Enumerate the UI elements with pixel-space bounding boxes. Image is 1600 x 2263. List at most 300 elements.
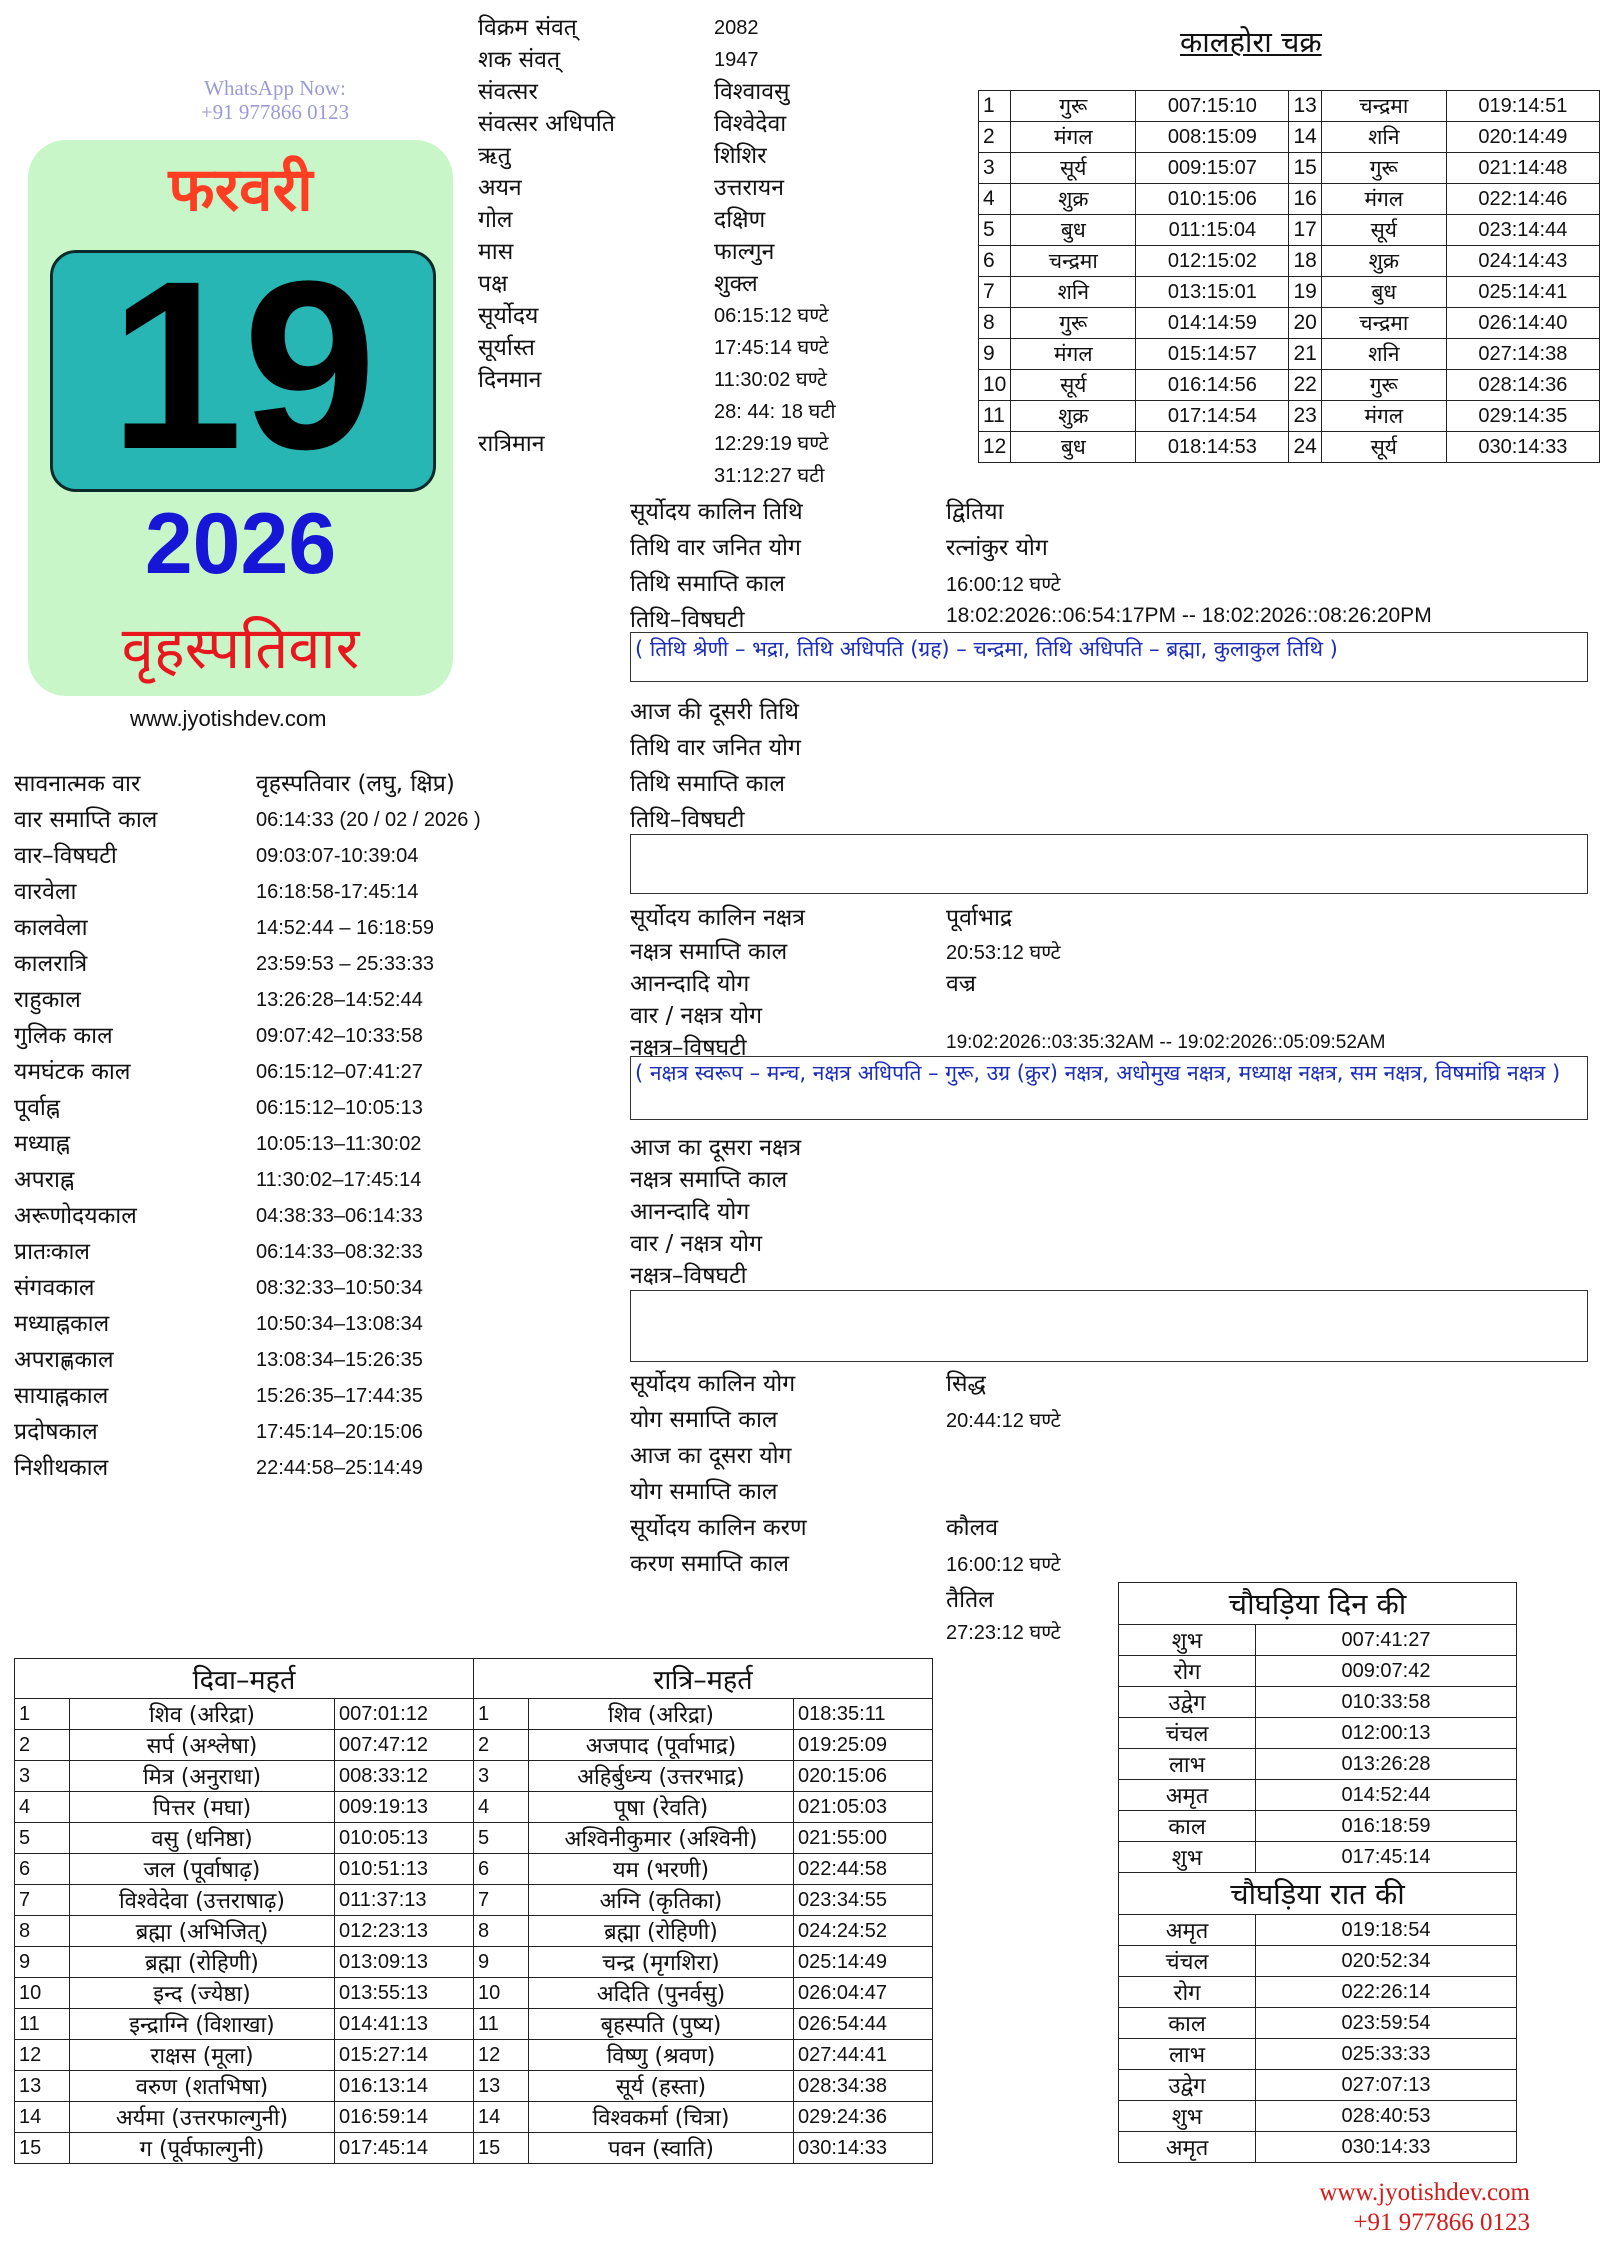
tithi-note-box	[630, 632, 1588, 682]
muhurta-time: 029:24:36	[794, 2102, 933, 2133]
choghadiya-night-row	[1119, 2132, 1517, 2163]
header-value: 28: 44: 18 घटी	[714, 401, 836, 423]
header-key: विक्रम संवत्	[478, 15, 577, 41]
muhurta-num: 9	[15, 1947, 70, 1978]
muhurta-num: 1	[15, 1699, 70, 1730]
muhurta-name: विश्वेदेवा (उत्तराषाढ़)	[70, 1885, 335, 1916]
kalhora-row	[979, 122, 1600, 153]
header-key: सूर्योदय	[478, 303, 539, 329]
vaar-detail-key: सावनात्मक वार	[14, 771, 141, 797]
header-value: 12:29:19 घण्टे	[714, 433, 829, 455]
header-value: 2082	[714, 17, 759, 39]
vaar-detail-key: निशीथकाल	[14, 1455, 109, 1481]
muhurta-time: 017:45:14	[335, 2133, 474, 2164]
kalhora-planet: गुरू	[1321, 153, 1446, 184]
choghadiya-time: 022:26:14	[1256, 1977, 1517, 2008]
vaar-detail-value: 13:08:34–15:26:35	[256, 1349, 423, 1371]
header-value: शिशिर	[714, 143, 767, 169]
choghadiya-name: काल	[1119, 2008, 1256, 2039]
header-key: शक संवत्	[478, 47, 561, 73]
choghadiya-time: 027:07:13	[1256, 2070, 1517, 2101]
muhurta-time: 018:35:11	[794, 1699, 933, 1730]
kalhora-planet: मंगल	[1011, 122, 1136, 153]
muhurta-time: 019:25:09	[794, 1730, 933, 1761]
muhurta-num: 14	[15, 2102, 70, 2133]
footer-contact	[1319, 2178, 1530, 2238]
muhurta-row	[15, 2040, 933, 2071]
tithi-value-2: रत्नांकुर योग	[946, 535, 1048, 561]
vaar-detail-key: प्रदोषकाल	[14, 1419, 98, 1445]
muhurta-name: यम (भरणी)	[529, 1854, 794, 1885]
nak-value-3: वज्र	[946, 971, 976, 997]
tithi-value-3: 16:00:12 घण्टे	[946, 574, 1061, 596]
karana-value-1: कौलव	[946, 1515, 999, 1541]
choghadiya-table	[1118, 1582, 1517, 2163]
year: 2026	[144, 496, 337, 592]
kalhora-num: 8	[979, 308, 1011, 339]
kalhora-table	[978, 90, 1600, 463]
nak2-label-5: नक्षत्र–विषघटी	[630, 1263, 747, 1289]
nak2-label-3: आनन्दादि योग	[630, 1199, 750, 1225]
kalhora-num: 1	[979, 91, 1011, 122]
kalhora-time: 014:14:59	[1136, 308, 1289, 339]
muhurta-num: 12	[474, 2040, 529, 2071]
muhurta-time: 028:34:38	[794, 2071, 933, 2102]
kalhora-planet: शनि	[1321, 122, 1446, 153]
muhurta-time: 009:19:13	[335, 1792, 474, 1823]
nak-vishghati: 19:02:2026::03:35:32AM -- 19:02:2026::05:09:52AM	[946, 1032, 1386, 1053]
yoga-label-2: योग समाप्ति काल	[630, 1407, 778, 1433]
muhurta-num: 14	[474, 2102, 529, 2133]
muhurta-name: विश्वकर्मा (चित्रा)	[529, 2102, 794, 2133]
choghadiya-name: उद्वेग	[1119, 2070, 1256, 2101]
tithi-vishghati: 18:02:2026::06:54:17PM -- 18:02:2026::08:26:20PM	[946, 604, 1432, 627]
muhurta-name: शिव (अरिद्रा)	[70, 1699, 335, 1730]
choghadiya-name: अमृत	[1119, 1915, 1256, 1946]
kalhora-time: 008:15:09	[1136, 122, 1289, 153]
header-value: शुक्ल	[714, 271, 758, 297]
choghadiya-time: 012:00:13	[1256, 1718, 1517, 1749]
vaar-detail-value: 23:59:53 – 25:33:33	[256, 953, 434, 975]
muhurta-row	[15, 2133, 933, 2164]
vaar-detail-key: मध्याह्नकाल	[14, 1311, 110, 1337]
vaar-detail-key: कालरात्रि	[14, 951, 88, 977]
kalhora-time: 012:15:02	[1136, 246, 1289, 277]
choghadiya-time: 017:45:14	[1256, 1842, 1517, 1873]
vaar-detail-value: 11:30:02–17:45:14	[256, 1169, 422, 1191]
header-value: दक्षिण	[714, 207, 766, 233]
header-key: दिनमान	[478, 367, 542, 393]
vaar-detail-key: सायाह्नकाल	[14, 1383, 109, 1409]
muhurta-num: 10	[15, 1978, 70, 2009]
muhurta-num: 15	[15, 2133, 70, 2164]
vaar-detail-value: वृहस्पतिवार (लघु, क्षिप्र)	[256, 771, 455, 797]
kalhora-time: 030:14:33	[1446, 432, 1599, 463]
kalhora-time: 022:14:46	[1446, 184, 1599, 215]
vaar-detail-key: यमघंटक काल	[14, 1059, 131, 1085]
muhurta-name: अर्यमा (उत्तरफाल्गुनी)	[70, 2102, 335, 2133]
choghadiya-name: लाभ	[1119, 2039, 1256, 2070]
muhurta-num: 10	[474, 1978, 529, 2009]
kalhora-planet: बुध	[1321, 277, 1446, 308]
muhurta-num: 11	[474, 2009, 529, 2040]
muhurta-row	[15, 1947, 933, 1978]
choghadiya-night-row	[1119, 2070, 1517, 2101]
kalhora-num: 20	[1289, 308, 1321, 339]
yoga-value-1: सिद्ध	[946, 1371, 986, 1397]
choghadiya-name: अमृत	[1119, 1780, 1256, 1811]
yoga-label-4: योग समाप्ति काल	[630, 1479, 778, 1505]
tithi-label-4: तिथि–विषघटी	[630, 607, 745, 633]
day-number: 19	[109, 231, 377, 499]
muhurta-time: 013:55:13	[335, 1978, 474, 2009]
muhurta-time: 010:51:13	[335, 1854, 474, 1885]
kalhora-row	[979, 401, 1600, 432]
vaar-detail-value: 10:50:34–13:08:34	[256, 1313, 423, 1335]
choghadiya-night-title: चौघड़िया रात की	[1119, 1873, 1517, 1915]
vaar-detail-key: कालवेला	[14, 915, 88, 941]
day-box	[50, 231, 436, 499]
kalhora-num: 18	[1289, 246, 1321, 277]
header-value: 1947	[714, 49, 759, 71]
footer-website-link[interactable]: www.jyotishdev.com	[1319, 2179, 1530, 2206]
muhurta-name: अहिर्बुध्न्य (उत्तरभाद्र)	[529, 1761, 794, 1792]
tithi2-label-1: आज की दूसरी तिथि	[630, 699, 799, 725]
kalhora-planet: सूर्य	[1321, 432, 1446, 463]
tithi-label-1: सूर्योदय कालिन तिथि	[630, 499, 803, 525]
kalhora-planet: सूर्य	[1011, 370, 1136, 401]
kalhora-planet: गुरू	[1321, 370, 1446, 401]
muhurta-time: 011:37:13	[335, 1885, 474, 1916]
kalhora-num: 23	[1289, 401, 1321, 432]
vaar-detail-key: पूर्वाह्न	[14, 1095, 61, 1121]
vaar-detail-key: अपराह्णकाल	[14, 1347, 114, 1373]
kalhora-num: 2	[979, 122, 1011, 153]
muhurta-time: 012:23:13	[335, 1916, 474, 1947]
muhurta-time: 020:15:06	[794, 1761, 933, 1792]
kalhora-time: 019:14:51	[1446, 91, 1599, 122]
kalhora-planet: सूर्य	[1011, 153, 1136, 184]
kalhora-planet: मंगल	[1321, 401, 1446, 432]
kalhora-planet: शुक्र	[1321, 246, 1446, 277]
kalhora-num: 3	[979, 153, 1011, 184]
vaar-detail-value: 16:18:58-17:45:14	[256, 881, 419, 903]
kalhora-num: 14	[1289, 122, 1321, 153]
header-value: 06:15:12 घण्टे	[714, 305, 829, 327]
muhurta-num: 13	[15, 2071, 70, 2102]
choghadiya-day-row	[1119, 1811, 1517, 1842]
nak2-label-1: आज का दूसरा नक्षत्र	[630, 1135, 802, 1161]
muhurta-name: पवन (स्वाति)	[529, 2133, 794, 2164]
kalhora-planet: गुरू	[1011, 91, 1136, 122]
kalhora-planet: मंगल	[1321, 184, 1446, 215]
day-muhurta-title: दिवा–महर्त	[15, 1659, 474, 1699]
kalhora-num: 22	[1289, 370, 1321, 401]
muhurta-time: 014:41:13	[335, 2009, 474, 2040]
muhurta-name: सर्प (अश्लेषा)	[70, 1730, 335, 1761]
muhurta-time: 015:27:14	[335, 2040, 474, 2071]
muhurta-name: ब्रह्मा (रोहिणी)	[70, 1947, 335, 1978]
header-key: संवत्सर अधिपति	[478, 111, 615, 137]
choghadiya-name: उद्वेग	[1119, 1687, 1256, 1718]
karana-value-4: 27:23:12 घण्टे	[946, 1622, 1061, 1644]
vaar-detail-key: राहुकाल	[14, 987, 81, 1013]
kalhora-num: 7	[979, 277, 1011, 308]
vaar-detail-key: गुलिक काल	[14, 1023, 113, 1049]
muhurta-row	[15, 1761, 933, 1792]
header-value: 11:30:02 घण्टे	[714, 369, 828, 391]
kalhora-time: 007:15:10	[1136, 91, 1289, 122]
muhurta-name: अदिति (पुनर्वसु)	[529, 1978, 794, 2009]
muhurta-row	[15, 1885, 933, 1916]
kalhora-row	[979, 153, 1600, 184]
muhurta-name: अजपाद (पूर्वाभाद्र)	[529, 1730, 794, 1761]
choghadiya-time: 007:41:27	[1256, 1625, 1517, 1656]
kalhora-time: 017:14:54	[1136, 401, 1289, 432]
muhurta-name: सूर्य (हस्ता)	[529, 2071, 794, 2102]
kalhora-num: 24	[1289, 432, 1321, 463]
kalhora-planet: शुक्र	[1011, 184, 1136, 215]
header-value: विश्वावसु	[714, 79, 790, 105]
nak-label-1: सूर्योदय कालिन नक्षत्र	[630, 905, 805, 931]
karana-value-3: तैतिल	[946, 1587, 994, 1613]
kalhora-title: कालहोरा चक्र	[1180, 25, 1322, 59]
muhurta-name: बृहस्पति (पुष्य)	[529, 2009, 794, 2040]
nak-label-4: वार / नक्षत्र योग	[630, 1003, 763, 1029]
vaar-detail-value: 06:15:12–07:41:27	[256, 1061, 423, 1083]
karana-value-2: 16:00:12 घण्टे	[946, 1554, 1061, 1576]
muhurta-num: 8	[474, 1916, 529, 1947]
vaar-detail-key: मध्याह्न	[14, 1131, 71, 1157]
muhurta-num: 3	[15, 1761, 70, 1792]
vaar-detail-value: 10:05:13–11:30:02	[256, 1133, 422, 1155]
vaar-detail-value: 06:15:12–10:05:13	[256, 1097, 423, 1119]
choghadiya-time: 028:40:53	[1256, 2101, 1517, 2132]
vaar-detail-value: 13:26:28–14:52:44	[256, 989, 423, 1011]
muhurta-name: शिव (अरिद्रा)	[529, 1699, 794, 1730]
vaar-detail-key: वार–विषघटी	[14, 843, 117, 869]
vaar-detail-value: 09:03:07-10:39:04	[256, 845, 419, 867]
karana-label-2: करण समाप्ति काल	[630, 1551, 789, 1577]
kalhora-row	[979, 339, 1600, 370]
tithi-label-3: तिथि समाप्ति काल	[630, 571, 785, 597]
choghadiya-day-header	[1119, 1583, 1517, 1625]
karana-label-1: सूर्योदय कालिन करण	[630, 1515, 807, 1541]
kalhora-planet: शनि	[1321, 339, 1446, 370]
muhurta-num: 4	[15, 1792, 70, 1823]
muhurta-num: 5	[15, 1823, 70, 1854]
muhurta-row	[15, 1916, 933, 1947]
muhurta-time: 023:34:55	[794, 1885, 933, 1916]
muhurta-name: ब्रह्मा (रोहिणी)	[529, 1916, 794, 1947]
muhurta-time: 022:44:58	[794, 1854, 933, 1885]
kalhora-time: 025:14:41	[1446, 277, 1599, 308]
muhurta-time: 030:14:33	[794, 2133, 933, 2164]
muhurta-num: 15	[474, 2133, 529, 2164]
choghadiya-day-row	[1119, 1749, 1517, 1780]
muhurta-header	[15, 1659, 933, 1699]
kalhora-num: 15	[1289, 153, 1321, 184]
vaar-detail-value: 06:14:33–08:32:33	[256, 1241, 423, 1263]
tithi2-label-2: तिथि वार जनित योग	[630, 735, 801, 761]
vaar-detail-value: 22:44:58–25:14:49	[256, 1457, 423, 1479]
choghadiya-time: 014:52:44	[1256, 1780, 1517, 1811]
muhurta-time: 027:44:41	[794, 2040, 933, 2071]
muhurta-time: 007:47:12	[335, 1730, 474, 1761]
kalhora-row	[979, 246, 1600, 277]
choghadiya-day-row	[1119, 1625, 1517, 1656]
muhurta-row	[15, 1823, 933, 1854]
choghadiya-time: 030:14:33	[1256, 2132, 1517, 2163]
whatsapp-watermark	[150, 76, 400, 124]
muhurta-row	[15, 1978, 933, 2009]
kalhora-planet: बुध	[1011, 215, 1136, 246]
header-value: 17:45:14 घण्टे	[714, 337, 829, 359]
muhurta-time: 016:13:14	[335, 2071, 474, 2102]
choghadiya-time: 010:33:58	[1256, 1687, 1517, 1718]
muhurta-num: 12	[15, 2040, 70, 2071]
muhurta-num: 5	[474, 1823, 529, 1854]
kalhora-time: 009:15:07	[1136, 153, 1289, 184]
choghadiya-name: शुभ	[1119, 1842, 1256, 1873]
choghadiya-night-row	[1119, 2008, 1517, 2039]
muhurta-time: 021:55:00	[794, 1823, 933, 1854]
choghadiya-time: 025:33:33	[1256, 2039, 1517, 2070]
muhurta-num: 9	[474, 1947, 529, 1978]
vaar-detail-value: 06:14:33 (20 / 02 / 2026 )	[256, 809, 481, 831]
kalhora-time: 015:14:57	[1136, 339, 1289, 370]
muhurta-num: 7	[474, 1885, 529, 1916]
vaar-detail-value: 08:32:33–10:50:34	[256, 1277, 423, 1299]
choghadiya-name: शुभ	[1119, 2101, 1256, 2132]
choghadiya-time: 016:18:59	[1256, 1811, 1517, 1842]
choghadiya-day-row	[1119, 1687, 1517, 1718]
choghadiya-time: 023:59:54	[1256, 2008, 1517, 2039]
nak-value-2: 20:53:12 घण्टे	[946, 942, 1061, 964]
choghadiya-time: 019:18:54	[1256, 1915, 1517, 1946]
muhurta-name: इन्द (ज्येष्ठा)	[70, 1978, 335, 2009]
muhurta-name: वरुण (शतभिषा)	[70, 2071, 335, 2102]
night-muhurta-title: रात्रि–महर्त	[474, 1659, 933, 1699]
muhurta-row	[15, 1792, 933, 1823]
nak-label-3: आनन्दादि योग	[630, 971, 750, 997]
header-value: विश्वेदेवा	[714, 111, 787, 137]
kalhora-num: 12	[979, 432, 1011, 463]
muhurta-num: 6	[15, 1854, 70, 1885]
card-website-link[interactable]: www.jyotishdev.com	[130, 706, 327, 731]
kalhora-num: 5	[979, 215, 1011, 246]
choghadiya-time: 020:52:34	[1256, 1946, 1517, 1977]
choghadiya-day-row	[1119, 1718, 1517, 1749]
kalhora-num: 19	[1289, 277, 1321, 308]
choghadiya-name: चंचल	[1119, 1946, 1256, 1977]
kalhora-row	[979, 184, 1600, 215]
nak-note: ( नक्षत्र स्वरूप – मन्च, नक्षत्र अधिपति – गुरू, उग्र (क्रुर) नक्षत्र, अधोमुख नक्षत्र, मध्याक्ष नक्षत्र, सम नक्षत्र, विषमांघ्रि नक्षत्र )	[635, 1061, 1561, 1085]
kalhora-time: 026:14:40	[1446, 308, 1599, 339]
choghadiya-night-row	[1119, 1977, 1517, 2008]
muhurta-time: 013:09:13	[335, 1947, 474, 1978]
muhurta-name: चन्द्र (मृगशिरा)	[529, 1947, 794, 1978]
kalhora-num: 13	[1289, 91, 1321, 122]
kalhora-num: 4	[979, 184, 1011, 215]
kalhora-row	[979, 215, 1600, 246]
kalhora-planet: शनि	[1011, 277, 1136, 308]
muhurta-name: इन्द्राग्नि (विशाखा)	[70, 2009, 335, 2040]
choghadiya-time: 013:26:28	[1256, 1749, 1517, 1780]
vaar-detail-key: प्रातःकाल	[14, 1239, 91, 1265]
muhurta-name: जल (पूर्वाषाढ़)	[70, 1854, 335, 1885]
muhurta-time: 008:33:12	[335, 1761, 474, 1792]
kalhora-planet: गुरू	[1011, 308, 1136, 339]
choghadiya-name: रोग	[1119, 1656, 1256, 1687]
tithi-value-1: द्वितिया	[946, 499, 1004, 525]
muhurta-name: अश्विनीकुमार (अश्विनी)	[529, 1823, 794, 1854]
kalhora-time: 028:14:36	[1446, 370, 1599, 401]
choghadiya-day-title: चौघड़िया दिन की	[1119, 1583, 1517, 1625]
choghadiya-name: चंचल	[1119, 1718, 1256, 1749]
kalhora-time: 027:14:38	[1446, 339, 1599, 370]
kalhora-time: 023:14:44	[1446, 215, 1599, 246]
vaar-detail-key: अपराह्न	[14, 1167, 75, 1193]
muhurta-num: 4	[474, 1792, 529, 1823]
vaar-detail-value: 09:07:42–10:33:58	[256, 1025, 423, 1047]
muhurta-row	[15, 2009, 933, 2040]
muhurta-time: 021:05:03	[794, 1792, 933, 1823]
muhurta-num: 7	[15, 1885, 70, 1916]
muhurta-num: 11	[15, 2009, 70, 2040]
choghadiya-night-row	[1119, 1946, 1517, 1977]
whatsapp-label: WhatsApp Now:	[204, 76, 346, 100]
choghadiya-night-row	[1119, 2101, 1517, 2132]
kalhora-time: 011:15:04	[1136, 215, 1289, 246]
muhurta-row	[15, 2102, 933, 2133]
kalhora-time: 018:14:53	[1136, 432, 1289, 463]
muhurta-name: पित्तर (मघा)	[70, 1792, 335, 1823]
choghadiya-day-row	[1119, 1780, 1517, 1811]
muhurta-time: 007:01:12	[335, 1699, 474, 1730]
kalhora-planet: सूर्य	[1321, 215, 1446, 246]
yoga-label-3: आज का दूसरा योग	[630, 1443, 792, 1469]
vaar-detail-value: 17:45:14–20:15:06	[256, 1421, 423, 1443]
weekday-name: वृहस्पतिवार	[121, 614, 360, 682]
header-key: पक्ष	[478, 271, 508, 297]
kalhora-time: 021:14:48	[1446, 153, 1599, 184]
header-key: संवत्सर	[478, 79, 538, 105]
header-value: 31:12:27 घटी	[714, 465, 825, 487]
kalhora-time: 016:14:56	[1136, 370, 1289, 401]
footer-phone: +91 977866 0123	[1353, 2209, 1530, 2236]
nak2-box	[630, 1290, 1588, 1362]
muhurta-time: 016:59:14	[335, 2102, 474, 2133]
muhurta-num: 2	[15, 1730, 70, 1761]
header-key: रात्रिमान	[478, 431, 545, 457]
kalhora-num: 10	[979, 370, 1011, 401]
choghadiya-name: रोग	[1119, 1977, 1256, 2008]
kalhora-row	[979, 432, 1600, 463]
muhurta-name: मित्र (अनुराधा)	[70, 1761, 335, 1792]
kalhora-time: 024:14:43	[1446, 246, 1599, 277]
muhurta-time: 026:04:47	[794, 1978, 933, 2009]
choghadiya-night-header	[1119, 1873, 1517, 1915]
muhurta-name: अग्नि (कृतिका)	[529, 1885, 794, 1916]
muhurta-num: 2	[474, 1730, 529, 1761]
kalhora-planet: शुक्र	[1011, 401, 1136, 432]
kalhora-num: 21	[1289, 339, 1321, 370]
choghadiya-night-row	[1119, 1915, 1517, 1946]
header-value: उत्तरायन	[714, 175, 784, 201]
choghadiya-name: काल	[1119, 1811, 1256, 1842]
kalhora-num: 16	[1289, 184, 1321, 215]
